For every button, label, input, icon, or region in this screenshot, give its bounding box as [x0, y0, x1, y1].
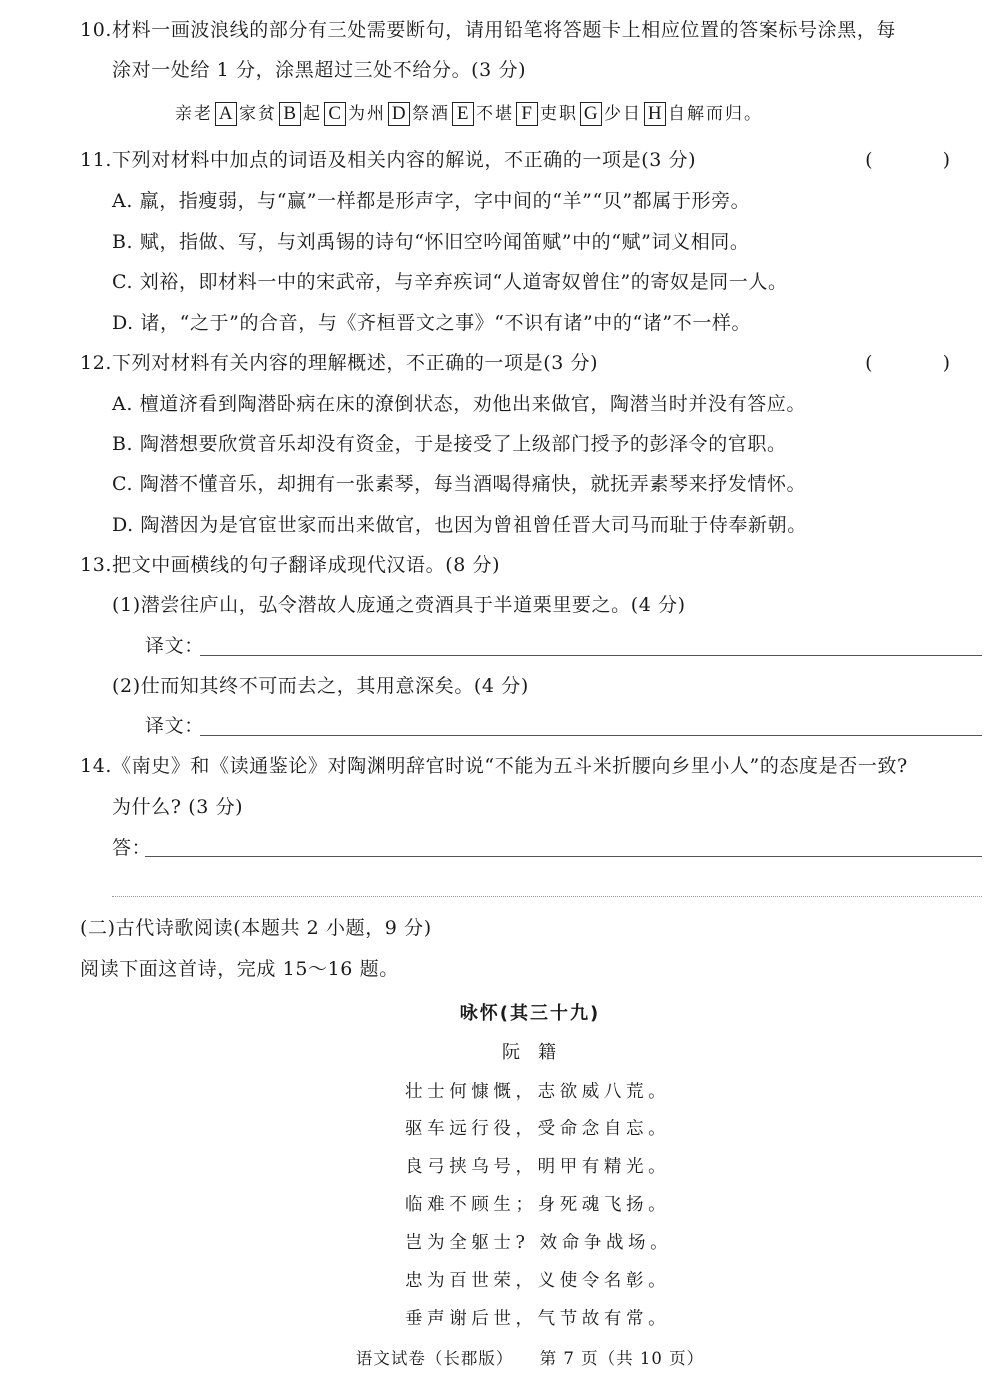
- poem-line: 良弓挟乌号，明甲有精光。: [405, 1157, 671, 1177]
- q10-segment: 家贫: [239, 104, 277, 124]
- q14-stem-line2: 为什么? (3 分): [112, 796, 244, 818]
- q10-option-box-e[interactable]: E: [452, 102, 474, 126]
- q12-option-a: A. 檀道济看到陶潜卧病在床的潦倒状态，劝他出来做官，陶潜当时并没有答应。: [112, 393, 807, 415]
- q10-segment: 不堪: [476, 104, 514, 124]
- poem-title: 咏怀(其三十九): [459, 1003, 601, 1024]
- q11-option-a: A. 羸，指瘦弱，与“赢”一样都是形声字，字中间的“羊”“贝”都属于形旁。: [112, 190, 751, 212]
- q13-sub2: (2)仕而知其终不可而去之，其用意深矣。(4 分): [112, 675, 529, 697]
- poem-line: 壮士何慷慨，志欲威八荒。: [405, 1082, 671, 1102]
- poem-line: 垂声谢后世，气节故有常。: [405, 1309, 671, 1329]
- q10-punctuation-options: [175, 102, 763, 126]
- q12-stem: 12.下列对材料有关内容的理解概述，不正确的一项是(3 分): [80, 352, 599, 374]
- q13-translation-label-2: 译文：: [145, 715, 204, 737]
- q14-answer-label: 答：: [112, 837, 152, 859]
- footer-page-number: 第 7 页（共 10 页）: [539, 1349, 705, 1368]
- page-footer: [30, 1345, 1000, 1369]
- q11-stem: 11.下列对材料中加点的词语及相关内容的解说，不正确的一项是(3 分): [80, 149, 697, 171]
- q10-option-box-b[interactable]: B: [279, 102, 301, 126]
- q11-option-c: C. 刘裕，即材料一中的宋武帝，与辛弃疾词“人道寄奴曾住”的寄奴是同一人。: [112, 271, 788, 293]
- q13-translation-input-2[interactable]: [200, 735, 982, 736]
- q14-answer-input[interactable]: [145, 856, 982, 857]
- q10-stem-line1: 10.材料一画波浪线的部分有三处需要断句，请用铅笔将答题卡上相应位置的答案标号涂黑，每: [80, 19, 897, 41]
- poem-line: 忠为百世荣，义使令名彰。: [405, 1271, 671, 1291]
- q13-translation-label-1: 译文：: [145, 635, 204, 657]
- section-instruction: 阅读下面这首诗，完成 15～16 题。: [80, 958, 399, 980]
- q10-segment: 亲老: [175, 104, 213, 124]
- q12-answer-blank[interactable]: ( ): [865, 352, 982, 374]
- q10-segment: 祭酒: [412, 104, 450, 124]
- footer-paper-name: 语文试卷（长郡版）: [355, 1349, 514, 1368]
- q12-option-d: D. 陶潜因为是官宦世家而出来做官，也因为曾祖曾任晋大司马而耻于侍奉新朝。: [112, 514, 807, 536]
- q10-segment: 自解而归。: [668, 104, 763, 124]
- q12-option-c: C. 陶潜不懂音乐，却拥有一张素琴，每当酒喝得痛快，就抚弄素琴来抒发情怀。: [112, 473, 807, 495]
- q10-segment: 起: [303, 104, 322, 124]
- q10-segment: 吏职: [540, 104, 578, 124]
- q11-answer-blank[interactable]: ( ): [865, 149, 982, 171]
- q12-option-b: B. 陶潜想要欣赏音乐却没有资金，于是接受了上级部门授予的彭泽令的官职。: [112, 433, 787, 455]
- q13-stem: 13.把文中画横线的句子翻译成现代汉语。(8 分): [80, 554, 501, 576]
- q13-translation-input-1[interactable]: [200, 655, 982, 656]
- q14-answer-input-continued[interactable]: [112, 896, 982, 897]
- q11-option-b: B. 赋，指做、写，与刘禹锡的诗句“怀旧空吟闻笛赋”中的“赋”词义相同。: [112, 231, 750, 253]
- q10-option-box-g[interactable]: G: [580, 102, 602, 126]
- q11-option-d: D. 诸，“之于”的合音，与《齐桓晋文之事》“不识有诸”中的“诸”不一样。: [112, 312, 752, 334]
- q13-sub1: (1)潜尝往庐山，弘令潜故人庞通之赍酒具于半道栗里要之。(4 分): [112, 594, 686, 616]
- q10-option-box-c[interactable]: C: [324, 102, 346, 126]
- q10-segment: 为州: [348, 104, 386, 124]
- q10-stem-line2: 涂对一处给 1 分，涂黑超过三处不给分。(3 分): [112, 59, 527, 81]
- poem-line: 驱车远行役，受命念自忘。: [405, 1119, 671, 1139]
- q10-segment: 少日: [604, 104, 642, 124]
- poem-author: 阮籍: [502, 1042, 574, 1063]
- q10-option-box-d[interactable]: D: [388, 102, 410, 126]
- q14-stem-line1: 14.《南史》和《读通鉴论》对陶渊明辞官时说“不能为五斗米折腰向乡里小人”的态度是否一致?: [80, 755, 908, 777]
- poem-line: 临难不顾生；身死魂飞扬。: [405, 1195, 671, 1215]
- poem-line: 岂为全躯士? 效命争战场。: [405, 1233, 673, 1253]
- q10-option-box-a[interactable]: A: [215, 102, 237, 126]
- q10-option-box-h[interactable]: H: [644, 102, 666, 126]
- section-heading: (二)古代诗歌阅读(本题共 2 小题，9 分): [80, 917, 432, 939]
- q10-option-box-f[interactable]: F: [516, 102, 538, 126]
